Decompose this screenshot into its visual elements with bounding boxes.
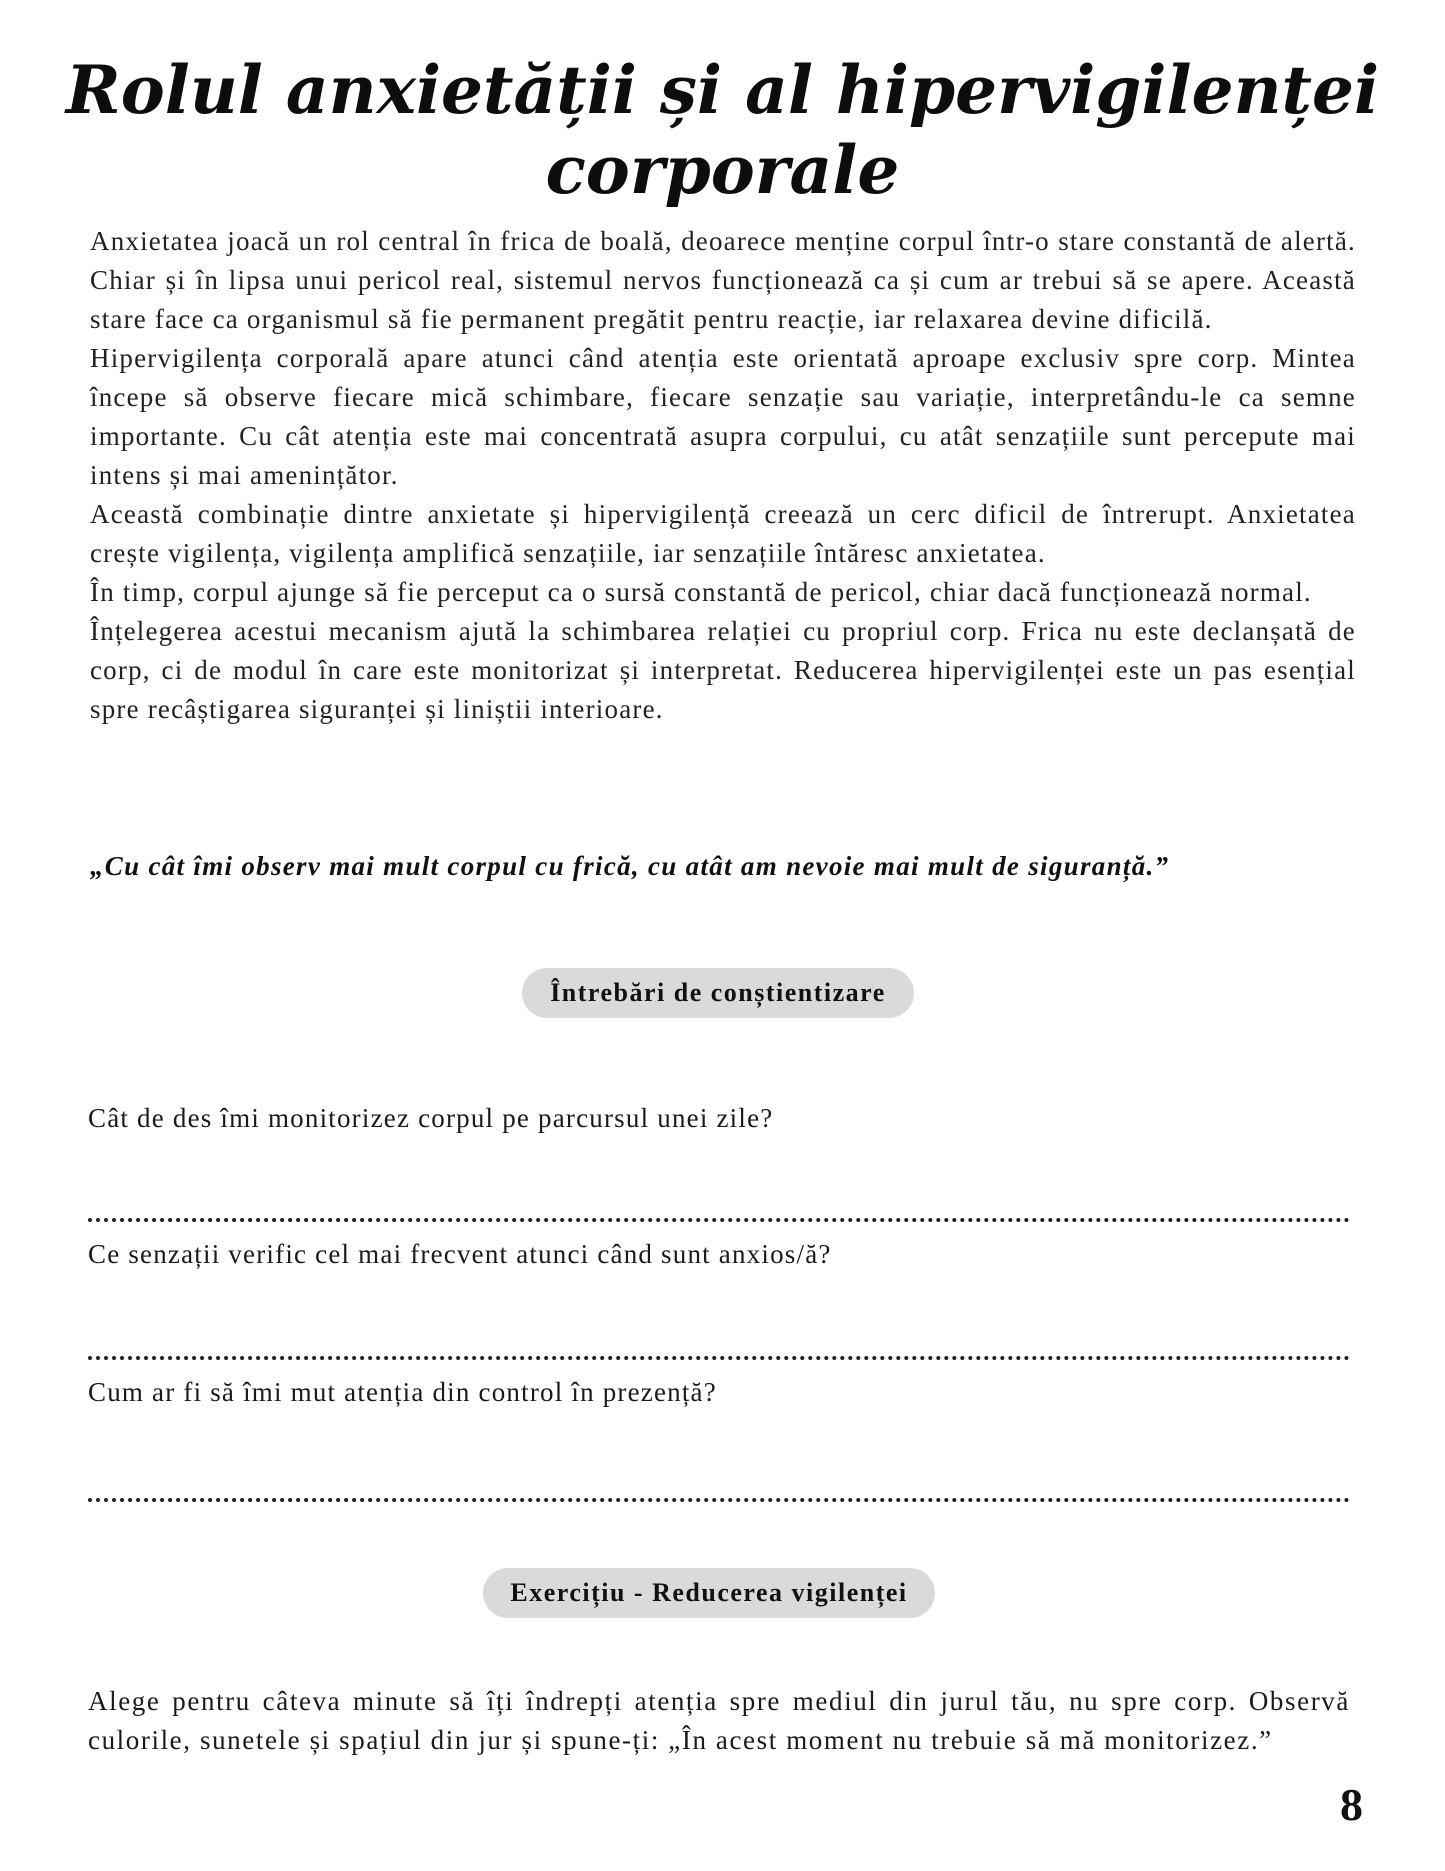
question-2: Ce senzații verific cel mai frecvent atunci când sunt anxios/ă? (88, 1239, 832, 1269)
paragraph: În timp, corpul ajunge să fie perceput ca o sursă constantă de pericol, chiar dacă funcționează normal. (90, 577, 1312, 607)
body-text (90, 222, 1356, 729)
page-number: 8 (1340, 1779, 1363, 1830)
paragraph: Hipervigilența corporală apare atunci când atenția este orientată aproape exclusiv spre corp. Mintea începe să observe fiecare mică schimbare, fiecare senzație sau variație, interpretându-le ca semne importante. Cu cât atenția este mai concentrată asupra corpului, cu atât senzațiile sunt percepute mai intens și mai amenințător. (90, 343, 1356, 490)
question-1: Cât de des îmi monitorizez corpul pe parcursul unei zile? (88, 1103, 774, 1133)
answer-line-3[interactable] (88, 1498, 1350, 1502)
paragraph: Această combinație dintre anxietate și hipervigilență creează un cerc dificil de întrerupt. Anxietatea crește vigilența, vigilența amplifică senzațiile, iar senzațiile întăresc anxietatea. (90, 499, 1356, 568)
awareness-section-heading: Întrebări de conștientizare (522, 968, 914, 1018)
paragraph: Înțelegerea acestui mecanism ajută la schimbarea relației cu propriul corp. Frica nu este declanșată de corp, ci de modul în care este monitorizat și interpretat. Reducerea hipervigilenței este un pas esențial spre recâștigarea siguranței și liniștii interioare. (90, 616, 1356, 724)
quote: „Cu cât îmi observ mai mult corpul cu frică, cu atât am nevoie mai mult de siguranță.” (90, 851, 1170, 881)
paragraph: Anxietatea joacă un rol central în frica de boală, deoarece menține corpul într-o stare constantă de alertă. Chiar și în lipsa unui pericol real, sistemul nervos funcționează ca și cum ar trebui să se apere. Această stare face ca organismul să fie permanent pregătit pentru reacție, iar relaxarea devine dificilă. (90, 226, 1356, 334)
page-title-line-2: corporale (545, 131, 900, 209)
page-title (0, 50, 1445, 210)
page-title-line-1: Rolul anxietății și al hipervigilenței (65, 51, 1380, 129)
exercise-section-heading: Exercițiu - Reducerea vigilenței (483, 1568, 935, 1618)
answer-line-2[interactable] (88, 1356, 1350, 1360)
answer-line-1[interactable] (88, 1218, 1350, 1222)
exercise-text: Alege pentru câteva minute să îți îndrepți atenția spre mediul din jurul tău, nu spre corp. Observă culorile, sunetele și spațiul din jur și spune-ți: „În acest moment nu trebuie să mă monitorizez.” (88, 1686, 1350, 1755)
question-3: Cum ar fi să îmi mut atenția din control în prezență? (88, 1377, 717, 1407)
